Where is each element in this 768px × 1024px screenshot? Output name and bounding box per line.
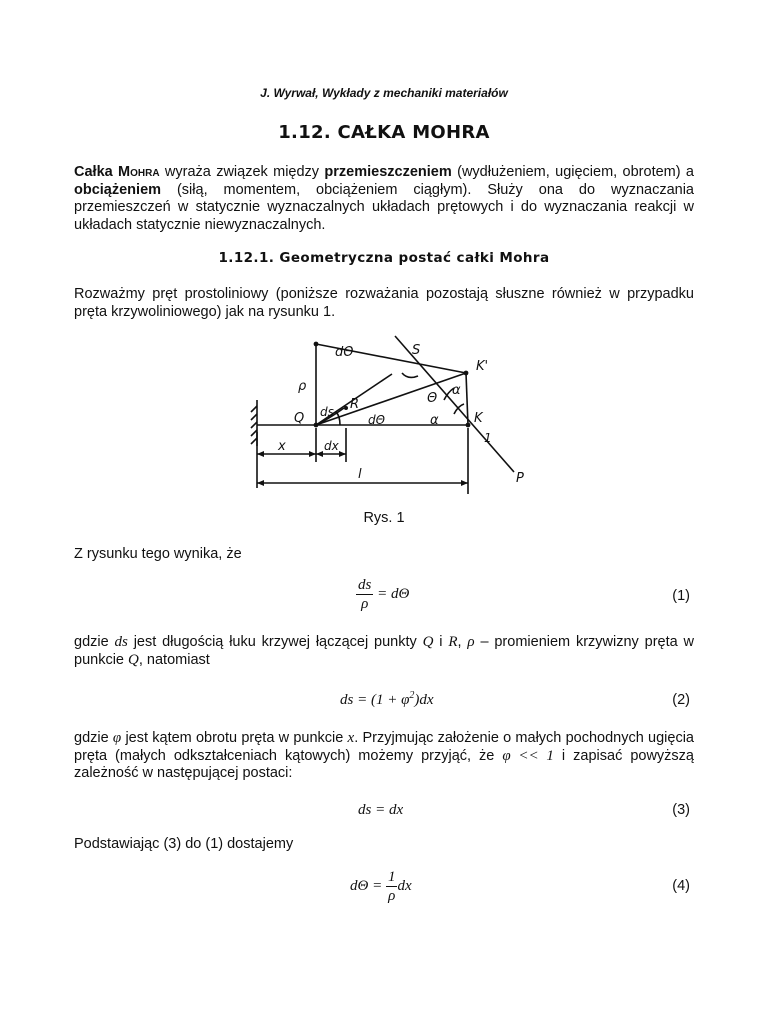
- eq2-lhs: ds =: [340, 692, 371, 708]
- p3-text: gdzie: [74, 634, 115, 650]
- eq4-denominator: ρ: [388, 888, 396, 904]
- intro-paragraph: [74, 164, 694, 234]
- p3-text-4: ,: [457, 634, 468, 650]
- p4-text-4: i zapisać powyższą zależność w następującej postaci:: [74, 747, 694, 781]
- label-rho: ρ: [298, 379, 307, 394]
- p3-q2: Q: [128, 651, 139, 668]
- label-p: P: [516, 471, 524, 486]
- running-header: J. Wyrwał, Wykłady z mechaniki materiałów: [260, 86, 508, 100]
- intro-text-3: (siłą, momentem, obciążeniem ciągłym). Służy ona do wyznaczania przemieszczeń w statycznie wyznaczalnych układach prętowych i do wyznaczania reakcji w układach statycznie niewyznaczalnych.: [74, 181, 694, 233]
- p4-condition: φ << 1: [502, 747, 554, 764]
- section-title: 1.12. CAŁKA MOHRA: [278, 122, 490, 143]
- label-one: 1: [484, 431, 492, 445]
- eq4-lhs: dΘ =: [350, 877, 386, 894]
- equation-1: [356, 576, 409, 613]
- p4-phi: φ: [112, 730, 122, 746]
- p3-text-3: i: [433, 634, 449, 650]
- p4-text-2: jest kątem obrotu pręta w punkcie: [121, 730, 348, 746]
- paragraph-3: [74, 634, 694, 669]
- equation-2: [340, 690, 434, 709]
- p3-q: Q: [422, 634, 434, 650]
- paragraph-4: [74, 730, 694, 783]
- intro-text-2: (wydłużeniem, ugięciem, obrotem) a: [451, 164, 694, 180]
- subsection-title: 1.12.1. Geometryczna postać całki Mohra: [218, 250, 550, 266]
- intro-displacement: przemieszczeniem: [324, 164, 452, 180]
- equation-3: ds = dx: [358, 802, 404, 818]
- eq2-rhs: )dx: [414, 692, 434, 708]
- p3-text-2: jest długością łuku krzywej łączącej punkty: [127, 634, 423, 650]
- label-r: R: [350, 397, 360, 412]
- intro-term: Całka: [74, 164, 119, 180]
- eq1-denominator: ρ: [361, 596, 369, 612]
- p4-text: gdzie: [74, 730, 113, 746]
- label-q: Q: [294, 411, 305, 426]
- equation-1-number: (1): [672, 588, 690, 604]
- p3-ds: ds: [114, 634, 128, 650]
- label-dtheta-top: dΘ: [335, 345, 354, 360]
- eq1-rhs: = dΘ: [377, 585, 410, 602]
- eq2-exponent: 2: [409, 690, 415, 701]
- label-dx: dx: [324, 439, 339, 453]
- equation-2-number: (2): [672, 692, 690, 708]
- p3-text-6: , natomiast: [138, 651, 210, 668]
- label-s: S: [412, 343, 421, 358]
- eq1-numerator: ds: [358, 577, 372, 593]
- intro-load: obciążeniem: [74, 181, 162, 198]
- figure-1-diagram: [232, 328, 532, 500]
- paragraph-1: Rozważmy pręt prostoliniowy (poniższe rozważania pozostają słuszne również w przypadku pręta krzywoliniowego) jak na rysunku 1.: [74, 286, 694, 320]
- p4-text-3: . Przyjmując założenie o małych pochodnych ugięcia pręta (małych odkształceniach kątowych) możemy przyjąć, że: [74, 730, 694, 764]
- label-dtheta: dΘ: [368, 413, 386, 427]
- label-ds: ds: [320, 405, 334, 419]
- paragraph-2: Z rysunku tego wynika, że: [74, 546, 242, 562]
- p3-r: R: [448, 634, 458, 650]
- p3-rho: ρ: [467, 634, 475, 650]
- equation-4: [350, 868, 412, 905]
- label-alpha-right: α: [452, 383, 461, 398]
- intro-mohra: Mohra: [118, 164, 160, 180]
- equation-4-number: (4): [672, 878, 690, 894]
- label-theta: Θ: [427, 391, 438, 406]
- label-k: K: [474, 411, 483, 426]
- eq2-mid: (1 + φ: [370, 692, 410, 708]
- figure-caption: Rys. 1: [363, 510, 405, 526]
- equation-3-number: (3): [672, 802, 690, 818]
- p3-text-5: – promieniem krzywizny pręta w punkcie: [74, 634, 694, 668]
- label-x: x: [278, 439, 286, 454]
- paragraph-5: Podstawiając (3) do (1) dostajemy: [74, 836, 294, 852]
- label-l: l: [358, 467, 362, 482]
- eq4-rhs: dx: [397, 877, 412, 894]
- intro-text: wyraża związek między: [159, 164, 325, 180]
- p4-x: x: [347, 730, 355, 746]
- label-kprime: K': [476, 359, 489, 374]
- label-alpha: α: [430, 413, 439, 428]
- eq4-numerator: 1: [387, 869, 396, 885]
